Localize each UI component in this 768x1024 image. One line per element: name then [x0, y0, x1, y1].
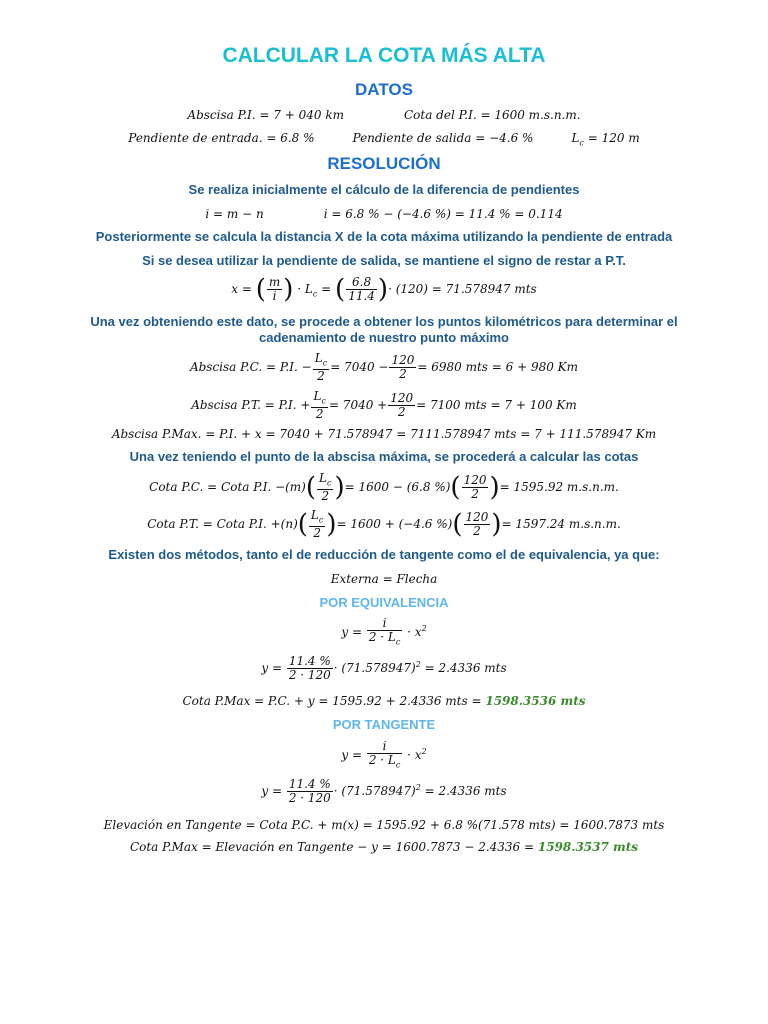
paragraph-2: Posteriormente se calcula la distancia X de la cota máxima utilizando la pendiente de entrada — [95, 229, 673, 244]
equation-i — [0, 207, 768, 221]
result-equivalencia: 1598.3536 — [485, 694, 557, 708]
equation-abscisa-pt: Abscisa P.T. = P.I. + $\frac{L_c}{2}$ = 7040 + $\frac{120}{2}$ = 7100 mts = 7 + 100 Km — [191, 389, 577, 422]
datos-line-1 — [0, 108, 768, 122]
page-title: CALCULAR LA COTA MÁS ALTA — [222, 44, 546, 67]
paragraph-6: Existen dos métodos, tanto el de reducción de tangente como el de equivalencia, ya que: — [108, 547, 660, 562]
equation-externa-flecha: Externa = Flecha — [330, 572, 438, 586]
frac-num-6-8: 6.8 — [346, 276, 377, 290]
equation-abscisa-pc: Abscisa P.C. = P.I. − $\frac{L_c}{2}$ = 7040 − $\frac{120}{2}$ = 6980 mts = 6 + 980 Km — [189, 351, 579, 384]
equation-x: x = ( $\frac{m}{i}$ ) · $L_c$ = ( $\frac{6.8}{11.4}$ )· (120) = 71.578947 mts — [231, 274, 537, 305]
abscisa-pi: Abscisa P.I. = 7 + 040 km — [187, 108, 344, 122]
equation-y-value-equivalencia: y = $\frac{11.4 \%}{2 \cdot 120}$ · $(71.578947)^2 = 2.4336$ mts — [261, 654, 507, 682]
equation-x-result: · (120) = 71.578947 mts — [388, 282, 537, 296]
paragraph-5: Una vez teniendo el punto de la abscisa máxima, se procederá a calcular las cotas — [129, 449, 639, 464]
frac-den-11-4: 11.4 — [348, 289, 375, 303]
equation-cota-pc: Cota P.C. = Cota P.I. −(m)( $\frac{L_c}{2}$ )= 1600 − (6.8 %)( $\frac{120}{2}$ )= 1595.92 m.s.n.m. — [149, 471, 619, 504]
equation-i-value: i = 6.8 % − (−4.6 %) = 11.4 % = 0.114 — [323, 207, 563, 221]
equation-y-formula-equivalencia: y = $\frac{i}{2 \cdot L_c}$ · $x^2$ — [341, 616, 427, 647]
pendiente-entrada: Pendiente de entrada. = 6.8 % — [128, 131, 315, 145]
lc-value: = 120 m — [587, 131, 640, 145]
tangente-heading: POR TANGENTE — [332, 717, 436, 732]
cota-pi: Cota del P.I. = 1600 m.s.n.m. — [403, 108, 581, 122]
equation-cota-pmax-tangente: Cota P.Max = Elevación en Tangente − y = 1600.7873 − 2.4336 = 1598.3537 mts — [129, 840, 639, 854]
equation-abscisa-pmax: Abscisa P.Max. = P.I. + x = 7040 + 71.578947 = 7111.578947 mts = 7 + 111.578947 Km — [111, 427, 657, 441]
paragraph-1: Se realiza inicialmente el cálculo de la diferencia de pendientes — [188, 182, 580, 197]
paragraph-4: Una vez obteniendo este dato, se procede a obtener los puntos kilométricos para determinar el cadenamiento de nuestro punto máximo — [90, 314, 678, 345]
equation-i-general: i = m − n — [205, 207, 264, 221]
equation-y-value-tangente: y = $\frac{11.4 \%}{2 \cdot 120}$ · $(71.578947)^2 = 2.4336$ mts — [261, 777, 507, 805]
equation-elevacion-tangente: Elevación en Tangente = Cota P.C. + m(x) = 1595.92 + 6.8 %(71.578 mts) = 1600.7873 mts — [103, 818, 665, 832]
datos-heading: DATOS — [355, 80, 413, 99]
equation-y-formula-tangente: y = $\frac{i}{2 \cdot L_c}$ · $x^2$ — [341, 739, 427, 770]
equation-cota-pt: Cota P.T. = Cota P.I. +(n)( $\frac{L_c}{2}$ )= 1600 + (−4.6 %)( $\frac{120}{2}$ )= 1597.24 m.s.n.m. — [147, 508, 621, 541]
equivalencia-heading: POR EQUIVALENCIA — [319, 595, 449, 610]
pendiente-salida: Pendiente de salida = −4.6 % — [352, 131, 534, 145]
result-tangente: 1598.3537 — [537, 840, 609, 854]
lc-symbol: $L_c$ — [571, 131, 584, 148]
equation-cota-pmax-equivalencia: Cota P.Max = P.C. + y = 1595.92 + 2.4336 mts = 1598.3536 mts — [182, 694, 586, 708]
datos-line-2 — [0, 131, 768, 147]
resolucion-heading: RESOLUCIÓN — [327, 154, 441, 173]
paragraph-3: Si se desea utilizar la pendiente de salida, se mantiene el signo de restar a P.T. — [142, 253, 626, 268]
